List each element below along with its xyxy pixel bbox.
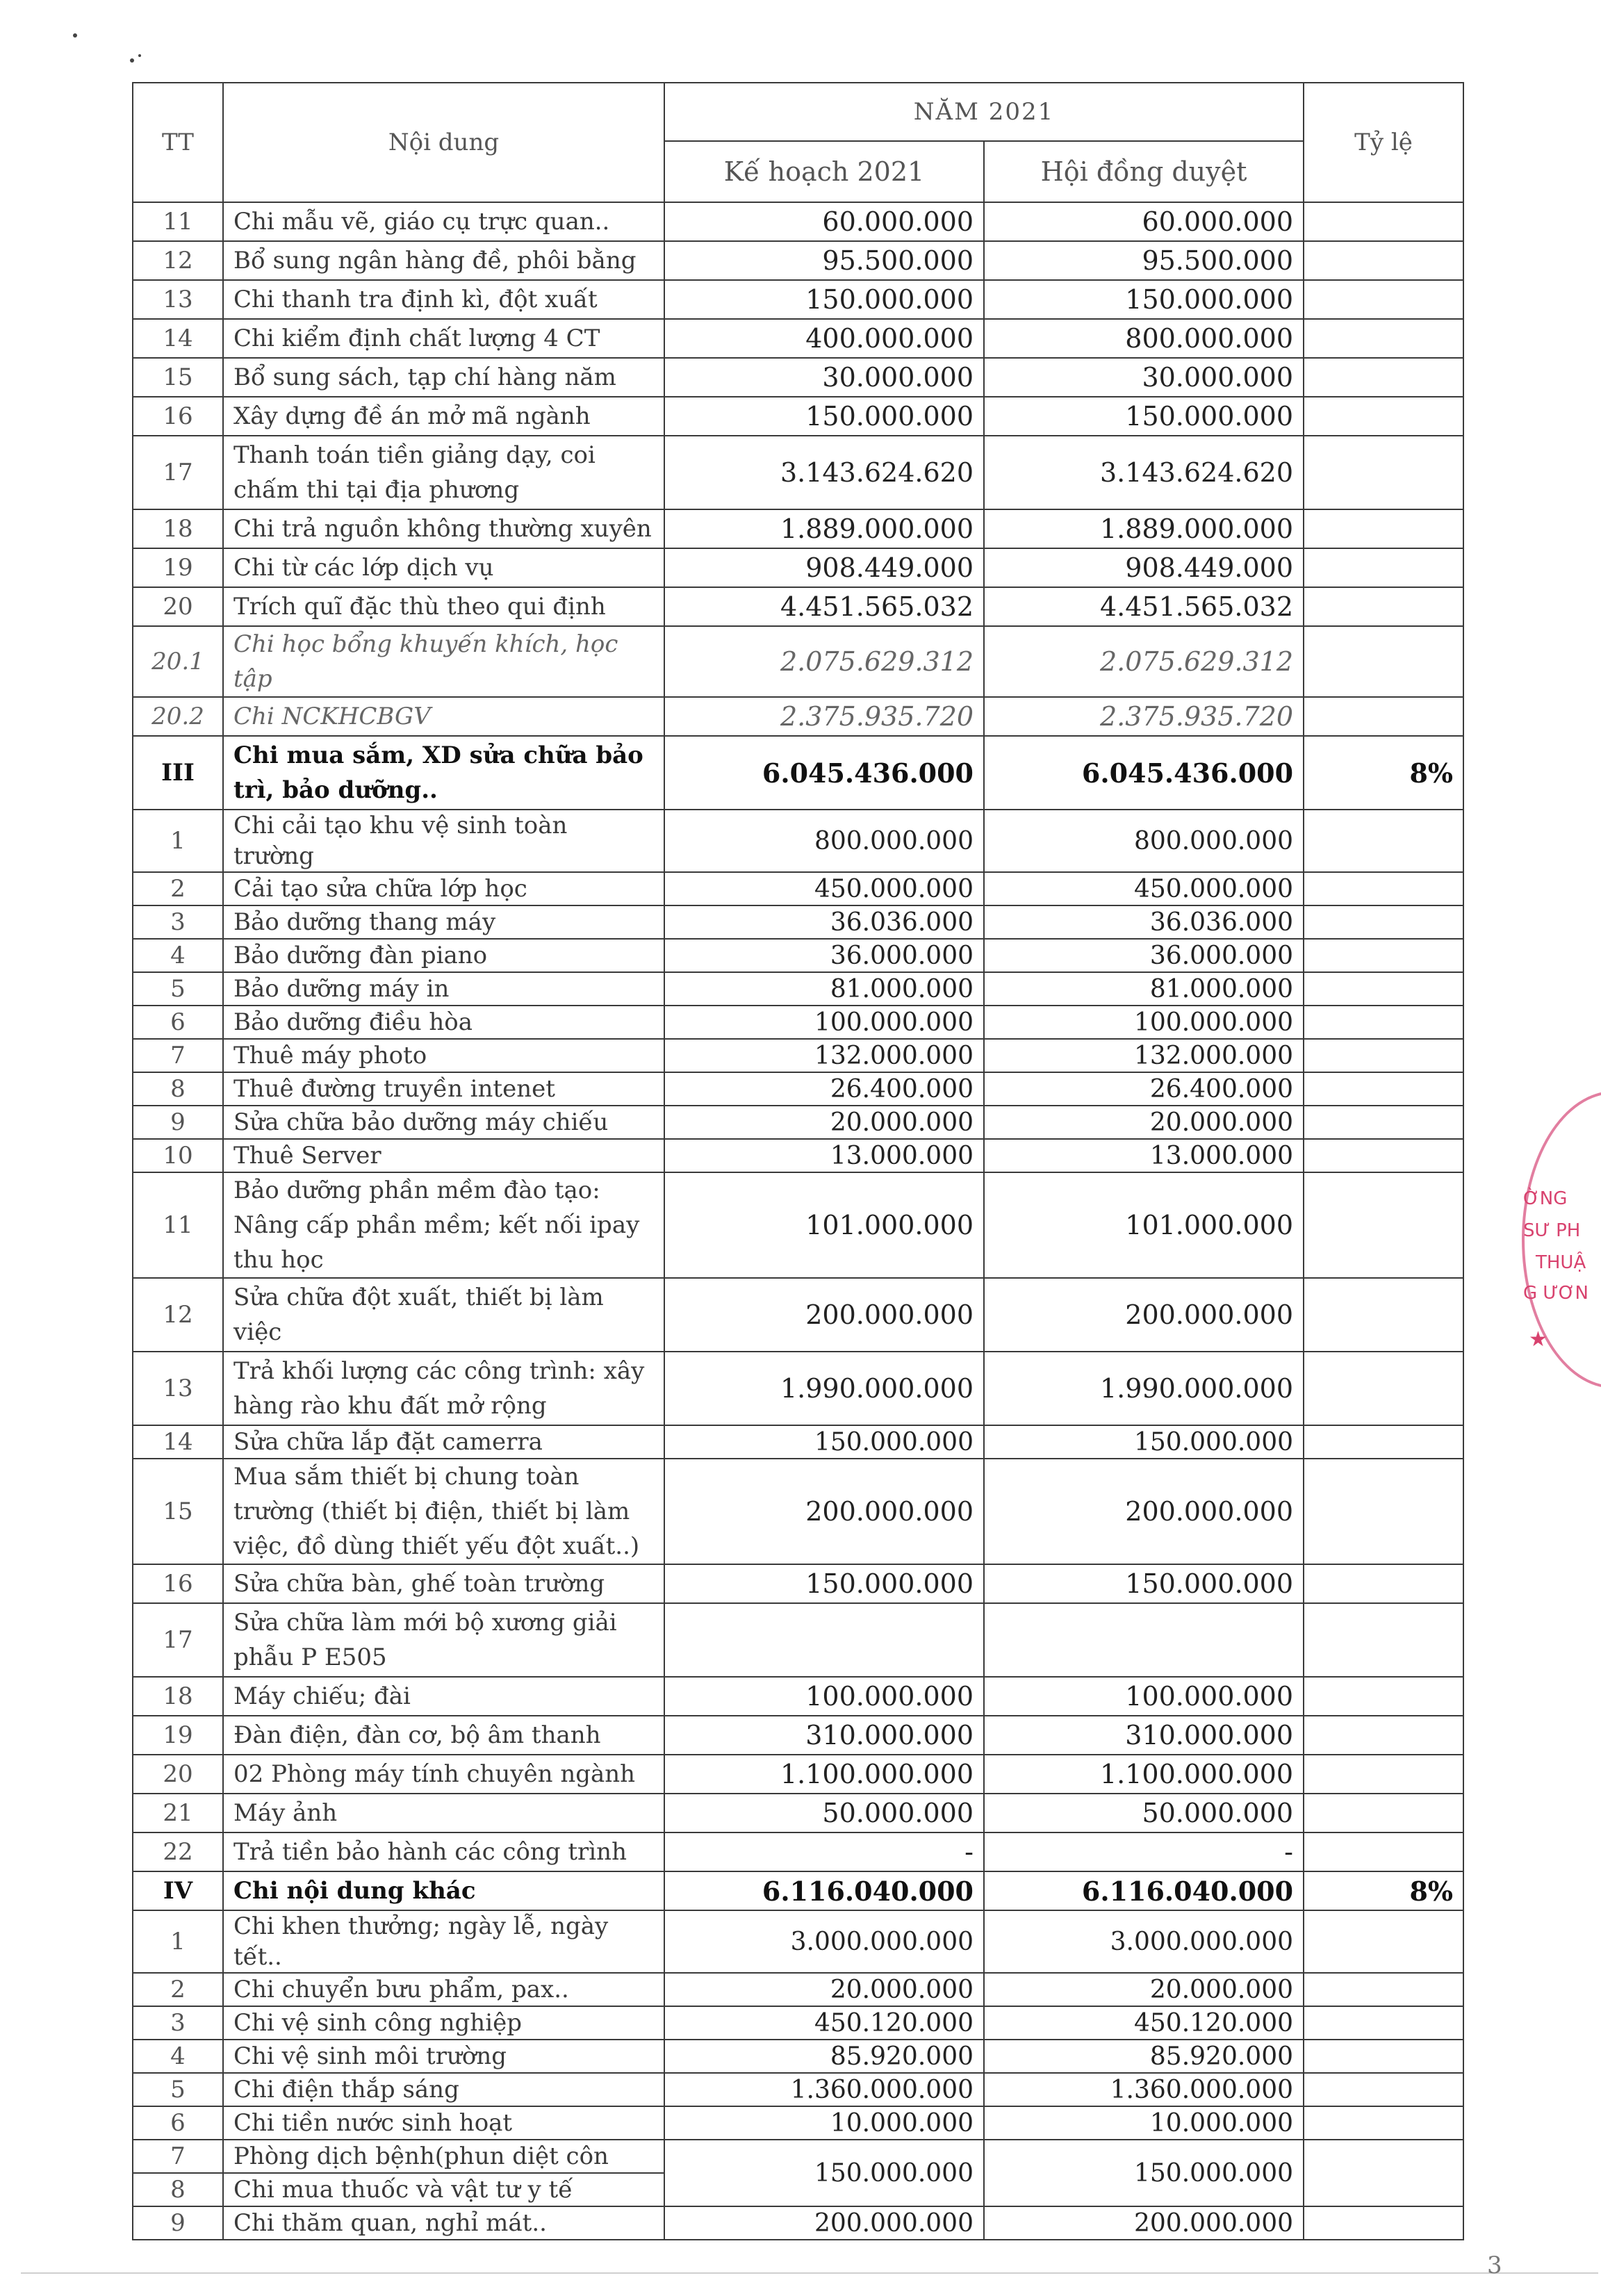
table-row: [133, 2206, 1463, 2240]
row-number: 13: [133, 1352, 223, 1425]
table-row: [133, 1677, 1463, 1716]
row-content: Sửa chữa lắp đặt camerra: [223, 1425, 664, 1459]
row-hoi-dong-value: 3.000.000.000: [984, 1910, 1304, 1973]
row-content: Chi vệ sinh môi trường: [223, 2040, 664, 2073]
row-ty-le: [1304, 1172, 1463, 1278]
row-ke-hoach-value: 1.990.000.000: [664, 1352, 984, 1425]
row-number: 2: [133, 1973, 223, 2006]
row-content: Thuê đường truyền intenet: [223, 1072, 664, 1106]
row-ty-le: [1304, 905, 1463, 939]
row-content: 02 Phòng máy tính chuyên ngành: [223, 1755, 664, 1794]
row-hoi-dong-value: 6.116.040.000: [984, 1871, 1304, 1910]
stamp-star-icon: ★: [1529, 1327, 1547, 1352]
row-number: 15: [133, 358, 223, 397]
row-ke-hoach-value: 200.000.000: [664, 2206, 984, 2240]
row-ty-le: [1304, 202, 1463, 241]
row-number: III: [133, 736, 223, 810]
row-hoi-dong-value: 200.000.000: [984, 1278, 1304, 1352]
row-content: Sửa chữa làm mới bộ xương giải phẫu P E505: [223, 1603, 664, 1677]
row-hoi-dong-value: 36.036.000: [984, 905, 1304, 939]
table-row: [133, 509, 1463, 548]
table-row: [133, 1973, 1463, 2006]
table-row: [133, 1910, 1463, 1973]
row-number: 16: [133, 397, 223, 436]
table-row: [133, 436, 1463, 509]
row-ke-hoach-value: 150.000.000: [664, 397, 984, 436]
header-noi-dung: Nội dung: [223, 83, 664, 202]
row-ke-hoach-value: 100.000.000: [664, 1677, 984, 1716]
table-row: [133, 1172, 1463, 1278]
row-number: 11: [133, 1172, 223, 1278]
row-content: Chi trả nguồn không thường xuyên: [223, 509, 664, 548]
row-ke-hoach-value: 200.000.000: [664, 1459, 984, 1564]
row-ty-le: [1304, 939, 1463, 972]
row-content: Chi mẫu vẽ, giáo cụ trực quan..: [223, 202, 664, 241]
row-content: Bổ sung ngân hàng đề, phôi bằng: [223, 241, 664, 280]
table-row: [133, 626, 1463, 697]
row-ke-hoach-value: 150.000.000: [664, 280, 984, 319]
row-ty-le: [1304, 626, 1463, 697]
row-ty-le: [1304, 2140, 1463, 2206]
table-row: [133, 241, 1463, 280]
row-ty-le: [1304, 2106, 1463, 2140]
row-hoi-dong-value: 310.000.000: [984, 1716, 1304, 1755]
row-ty-le: [1304, 1039, 1463, 1072]
row-number: 22: [133, 1832, 223, 1871]
row-content: Mua sắm thiết bị chung toàn trường (thiết bị điện, thiết bị làm việc, đồ dùng thiết yếu đột xuất..): [223, 1459, 664, 1564]
row-ty-le: [1304, 319, 1463, 358]
table-row: [133, 548, 1463, 587]
row-ty-le: [1304, 810, 1463, 872]
row-number: 4: [133, 2040, 223, 2073]
row-number: 8: [133, 2173, 223, 2206]
row-ke-hoach-value: 26.400.000: [664, 1072, 984, 1106]
row-number: 18: [133, 1677, 223, 1716]
row-ty-le: [1304, 2006, 1463, 2040]
row-number: 12: [133, 241, 223, 280]
row-content: Chi điện thắp sáng: [223, 2073, 664, 2106]
row-number: 3: [133, 905, 223, 939]
table-row: [133, 872, 1463, 905]
row-ty-le: [1304, 587, 1463, 626]
row-ty-le: [1304, 1106, 1463, 1139]
row-ke-hoach-value: 150.000.000: [664, 2140, 984, 2206]
row-ke-hoach-value: 132.000.000: [664, 1039, 984, 1072]
header-hoi-dong: Hội đồng duyệt: [984, 141, 1304, 202]
row-ke-hoach-value: 20.000.000: [664, 1106, 984, 1139]
row-ke-hoach-value: 1.100.000.000: [664, 1755, 984, 1794]
row-ty-le: [1304, 2073, 1463, 2106]
row-hoi-dong-value: 2.375.935.720: [984, 697, 1304, 736]
table-row: [133, 1006, 1463, 1039]
row-hoi-dong-value: -: [984, 1832, 1304, 1871]
row-content: Chi vệ sinh công nghiệp: [223, 2006, 664, 2040]
row-content: Bổ sung sách, tạp chí hàng năm: [223, 358, 664, 397]
row-number: 5: [133, 972, 223, 1006]
table-row: [133, 2006, 1463, 2040]
row-content: Xây dựng đề án mở mã ngành: [223, 397, 664, 436]
stamp-text-2: SƯ PH: [1523, 1220, 1581, 1241]
table-row: [133, 1564, 1463, 1603]
row-ke-hoach-value: 101.000.000: [664, 1172, 984, 1278]
row-ty-le: [1304, 1603, 1463, 1677]
row-number: 9: [133, 1106, 223, 1139]
row-number: 11: [133, 202, 223, 241]
table-row: [133, 1039, 1463, 1072]
row-ty-le: [1304, 972, 1463, 1006]
row-ty-le: [1304, 1425, 1463, 1459]
row-number: 5: [133, 2073, 223, 2106]
row-ke-hoach-value: 2.075.629.312: [664, 626, 984, 697]
row-ty-le: [1304, 1352, 1463, 1425]
row-hoi-dong-value: 85.920.000: [984, 2040, 1304, 2073]
row-content: Chi mua sắm, XD sửa chữa bảo trì, bảo dưỡng..: [223, 736, 664, 810]
row-hoi-dong-value: 1.889.000.000: [984, 509, 1304, 548]
row-hoi-dong-value: 81.000.000: [984, 972, 1304, 1006]
header-ty-le: Tỷ lệ: [1304, 83, 1463, 202]
header-ke-hoach: Kế hoạch 2021: [664, 141, 984, 202]
row-hoi-dong-value: 450.000.000: [984, 872, 1304, 905]
row-content: Bảo dưỡng thang máy: [223, 905, 664, 939]
row-ty-le: [1304, 548, 1463, 587]
row-content: Sửa chữa đột xuất, thiết bị làm việc: [223, 1278, 664, 1352]
row-hoi-dong-value: 20.000.000: [984, 1973, 1304, 2006]
row-content: Bảo dưỡng máy in: [223, 972, 664, 1006]
row-content: Sửa chữa bàn, ghế toàn trường: [223, 1564, 664, 1603]
row-ty-le: [1304, 2206, 1463, 2240]
row-hoi-dong-value: 150.000.000: [984, 2140, 1304, 2206]
row-ke-hoach-value: 95.500.000: [664, 241, 984, 280]
row-ke-hoach-value: 30.000.000: [664, 358, 984, 397]
row-number: 10: [133, 1139, 223, 1172]
row-ke-hoach-value: 400.000.000: [664, 319, 984, 358]
row-number: 19: [133, 1716, 223, 1755]
row-ty-le: [1304, 1677, 1463, 1716]
row-hoi-dong-value: 800.000.000: [984, 319, 1304, 358]
budget-sheet: [132, 82, 1463, 2240]
row-number: 20.2: [133, 697, 223, 736]
row-hoi-dong-value: 26.400.000: [984, 1072, 1304, 1106]
row-ty-le: [1304, 436, 1463, 509]
row-ty-le: [1304, 1564, 1463, 1603]
row-ke-hoach-value: 85.920.000: [664, 2040, 984, 2073]
row-number: 2: [133, 872, 223, 905]
row-number: 8: [133, 1072, 223, 1106]
table-row: [133, 1794, 1463, 1832]
row-ty-le: [1304, 2040, 1463, 2073]
row-ty-le: [1304, 1910, 1463, 1973]
row-ke-hoach-value: 150.000.000: [664, 1425, 984, 1459]
row-ke-hoach-value: 10.000.000: [664, 2106, 984, 2140]
row-ke-hoach-value: 13.000.000: [664, 1139, 984, 1172]
row-number: 1: [133, 1910, 223, 1973]
row-content: Chi học bổng khuyến khích, học tập: [223, 626, 664, 697]
row-hoi-dong-value: 100.000.000: [984, 1006, 1304, 1039]
table-row: [133, 736, 1463, 810]
row-number: 13: [133, 280, 223, 319]
page-bottom-rule: [21, 2272, 1598, 2274]
table-row: [133, 1072, 1463, 1106]
row-hoi-dong-value: 3.143.624.620: [984, 436, 1304, 509]
row-ty-le: [1304, 1794, 1463, 1832]
row-ty-le: [1304, 1459, 1463, 1564]
row-number: 7: [133, 1039, 223, 1072]
row-hoi-dong-value: 1.100.000.000: [984, 1755, 1304, 1794]
row-hoi-dong-value: 50.000.000: [984, 1794, 1304, 1832]
table-row: [133, 1106, 1463, 1139]
row-content: Chi tiền nước sinh hoạt: [223, 2106, 664, 2140]
row-number: 17: [133, 1603, 223, 1677]
table-row: [133, 939, 1463, 972]
row-hoi-dong-value: 101.000.000: [984, 1172, 1304, 1278]
row-number: 3: [133, 2006, 223, 2040]
table-row: [133, 1832, 1463, 1871]
row-content: Trích quĩ đặc thù theo qui định: [223, 587, 664, 626]
stamp-text-3: THUẬ: [1536, 1252, 1586, 1273]
row-content: Máy chiếu; đài: [223, 1677, 664, 1716]
row-ty-le: [1304, 1006, 1463, 1039]
table-row: [133, 905, 1463, 939]
row-content: Bảo dưỡng phần mềm đào tạo: Nâng cấp phần mềm; kết nối ipay thu học: [223, 1172, 664, 1278]
table-body: [133, 202, 1463, 2240]
row-ty-le: [1304, 280, 1463, 319]
row-number: 20: [133, 587, 223, 626]
table-row: [133, 319, 1463, 358]
row-ty-le: [1304, 1832, 1463, 1871]
row-number: 14: [133, 1425, 223, 1459]
row-ty-le: 8%: [1304, 736, 1463, 810]
row-hoi-dong-value: 150.000.000: [984, 1564, 1304, 1603]
stamp-text-4: G ƯƠN: [1523, 1283, 1588, 1304]
row-content: Chi mua thuốc và vật tư y tế: [223, 2173, 664, 2206]
row-ty-le: [1304, 1278, 1463, 1352]
row-hoi-dong-value: 2.075.629.312: [984, 626, 1304, 697]
row-content: Cải tạo sửa chữa lớp học: [223, 872, 664, 905]
row-content: Thanh toán tiền giảng dạy, coi chấm thi tại địa phương: [223, 436, 664, 509]
row-ty-le: [1304, 397, 1463, 436]
row-content: Chi thăm quan, nghỉ mát..: [223, 2206, 664, 2240]
row-content: Chi kiểm định chất lượng 4 CT: [223, 319, 664, 358]
table-row: [133, 697, 1463, 736]
row-ke-hoach-value: 450.000.000: [664, 872, 984, 905]
row-ty-le: [1304, 872, 1463, 905]
row-hoi-dong-value: 95.500.000: [984, 241, 1304, 280]
header-tt: TT: [133, 83, 223, 202]
row-hoi-dong-value: 450.120.000: [984, 2006, 1304, 2040]
table-row: [133, 1603, 1463, 1677]
row-content: Thuê máy photo: [223, 1039, 664, 1072]
row-ke-hoach-value: 3.000.000.000: [664, 1910, 984, 1973]
row-ke-hoach-value: 20.000.000: [664, 1973, 984, 2006]
table-row: [133, 1755, 1463, 1794]
row-hoi-dong-value: 150.000.000: [984, 1425, 1304, 1459]
row-ke-hoach-value: 50.000.000: [664, 1794, 984, 1832]
table-row: [133, 1425, 1463, 1459]
row-content: Bảo dưỡng đàn piano: [223, 939, 664, 972]
row-hoi-dong-value: 200.000.000: [984, 2206, 1304, 2240]
scan-specks: [66, 28, 170, 83]
row-ke-hoach-value: 310.000.000: [664, 1716, 984, 1755]
row-ke-hoach-value: [664, 1603, 984, 1677]
table-row: [133, 358, 1463, 397]
row-hoi-dong-value: 908.449.000: [984, 548, 1304, 587]
row-ty-le: [1304, 241, 1463, 280]
row-ke-hoach-value: 150.000.000: [664, 1564, 984, 1603]
table-row: [133, 1352, 1463, 1425]
stamp-text-1: ỜNG: [1523, 1188, 1568, 1209]
row-ke-hoach-value: 800.000.000: [664, 810, 984, 872]
row-ke-hoach-value: 450.120.000: [664, 2006, 984, 2040]
row-number: 18: [133, 509, 223, 548]
row-ke-hoach-value: 6.116.040.000: [664, 1871, 984, 1910]
table-row: [133, 587, 1463, 626]
row-number: 14: [133, 319, 223, 358]
row-number: IV: [133, 1871, 223, 1910]
table-row: [133, 2140, 1463, 2173]
red-seal-stamp: [1515, 1091, 1601, 1383]
budget-table: [132, 82, 1464, 2240]
row-content: Chi chuyển bưu phẩm, pax..: [223, 1973, 664, 2006]
row-number: 12: [133, 1278, 223, 1352]
row-ty-le: [1304, 1755, 1463, 1794]
row-ke-hoach-value: 81.000.000: [664, 972, 984, 1006]
row-number: 21: [133, 1794, 223, 1832]
table-row: [133, 1871, 1463, 1910]
row-hoi-dong-value: 150.000.000: [984, 280, 1304, 319]
row-number: 20: [133, 1755, 223, 1794]
row-ke-hoach-value: 6.045.436.000: [664, 736, 984, 810]
row-content: Trả khối lượng các công trình: xây hàng rào khu đất mở rộng: [223, 1352, 664, 1425]
row-content: Chi nội dung khác: [223, 1871, 664, 1910]
row-ty-le: [1304, 1973, 1463, 2006]
row-ke-hoach-value: 60.000.000: [664, 202, 984, 241]
table-row: [133, 1139, 1463, 1172]
row-content: Chi cải tạo khu vệ sinh toàn trường: [223, 810, 664, 872]
row-hoi-dong-value: 150.000.000: [984, 397, 1304, 436]
table-row: [133, 280, 1463, 319]
table-row: [133, 1716, 1463, 1755]
row-hoi-dong-value: 10.000.000: [984, 2106, 1304, 2140]
row-hoi-dong-value: 6.045.436.000: [984, 736, 1304, 810]
row-content: Sửa chữa bảo dưỡng máy chiếu: [223, 1106, 664, 1139]
row-hoi-dong-value: 1.990.000.000: [984, 1352, 1304, 1425]
row-ty-le: 8%: [1304, 1871, 1463, 1910]
table-row: [133, 2073, 1463, 2106]
row-hoi-dong-value: 60.000.000: [984, 202, 1304, 241]
row-ty-le: [1304, 1072, 1463, 1106]
row-ke-hoach-value: 100.000.000: [664, 1006, 984, 1039]
row-ke-hoach-value: 36.000.000: [664, 939, 984, 972]
row-content: Đàn điện, đàn cơ, bộ âm thanh: [223, 1716, 664, 1755]
row-content: Phòng dịch bệnh(phun diệt côn: [223, 2140, 664, 2173]
row-ty-le: [1304, 358, 1463, 397]
row-ke-hoach-value: 1.360.000.000: [664, 2073, 984, 2106]
row-ty-le: [1304, 1716, 1463, 1755]
header-nam: NĂM 2021: [664, 83, 1304, 141]
row-hoi-dong-value: 13.000.000: [984, 1139, 1304, 1172]
row-number: 6: [133, 1006, 223, 1039]
row-number: 19: [133, 548, 223, 587]
row-number: 7: [133, 2140, 223, 2173]
row-hoi-dong-value: 4.451.565.032: [984, 587, 1304, 626]
row-hoi-dong-value: 200.000.000: [984, 1459, 1304, 1564]
row-ke-hoach-value: 3.143.624.620: [664, 436, 984, 509]
table-row: [133, 810, 1463, 872]
row-hoi-dong-value: 1.360.000.000: [984, 2073, 1304, 2106]
row-hoi-dong-value: 36.000.000: [984, 939, 1304, 972]
row-hoi-dong-value: 132.000.000: [984, 1039, 1304, 1072]
row-number: 9: [133, 2206, 223, 2240]
row-hoi-dong-value: 100.000.000: [984, 1677, 1304, 1716]
row-content: Bảo dưỡng điều hòa: [223, 1006, 664, 1039]
row-number: 17: [133, 436, 223, 509]
row-ke-hoach-value: -: [664, 1832, 984, 1871]
row-content: Chi khen thưởng; ngày lễ, ngày tết..: [223, 1910, 664, 1973]
table-row: [133, 1459, 1463, 1564]
table-row: [133, 2106, 1463, 2140]
row-number: 1: [133, 810, 223, 872]
table-row: [133, 397, 1463, 436]
row-ty-le: [1304, 697, 1463, 736]
row-ke-hoach-value: 4.451.565.032: [664, 587, 984, 626]
row-ty-le: [1304, 1139, 1463, 1172]
row-content: Trả tiền bảo hành các công trình: [223, 1832, 664, 1871]
table-row: [133, 202, 1463, 241]
row-hoi-dong-value: 20.000.000: [984, 1106, 1304, 1139]
table-row: [133, 1278, 1463, 1352]
page-number: 3: [1487, 2252, 1502, 2279]
row-number: 4: [133, 939, 223, 972]
row-hoi-dong-value: 30.000.000: [984, 358, 1304, 397]
row-ty-le: [1304, 509, 1463, 548]
row-hoi-dong-value: 800.000.000: [984, 810, 1304, 872]
row-content: Chi thanh tra định kì, đột xuất: [223, 280, 664, 319]
row-content: Chi NCKHCBGV: [223, 697, 664, 736]
row-content: Máy ảnh: [223, 1794, 664, 1832]
row-number: 20.1: [133, 626, 223, 697]
row-content: Chi từ các lớp dịch vụ: [223, 548, 664, 587]
row-hoi-dong-value: [984, 1603, 1304, 1677]
row-number: 16: [133, 1564, 223, 1603]
row-ke-hoach-value: 908.449.000: [664, 548, 984, 587]
table-row: [133, 2040, 1463, 2073]
row-number: 6: [133, 2106, 223, 2140]
row-content: Thuê Server: [223, 1139, 664, 1172]
row-ke-hoach-value: 200.000.000: [664, 1278, 984, 1352]
row-number: 15: [133, 1459, 223, 1564]
row-ke-hoach-value: 36.036.000: [664, 905, 984, 939]
row-ke-hoach-value: 2.375.935.720: [664, 697, 984, 736]
table-row: [133, 972, 1463, 1006]
row-ke-hoach-value: 1.889.000.000: [664, 509, 984, 548]
